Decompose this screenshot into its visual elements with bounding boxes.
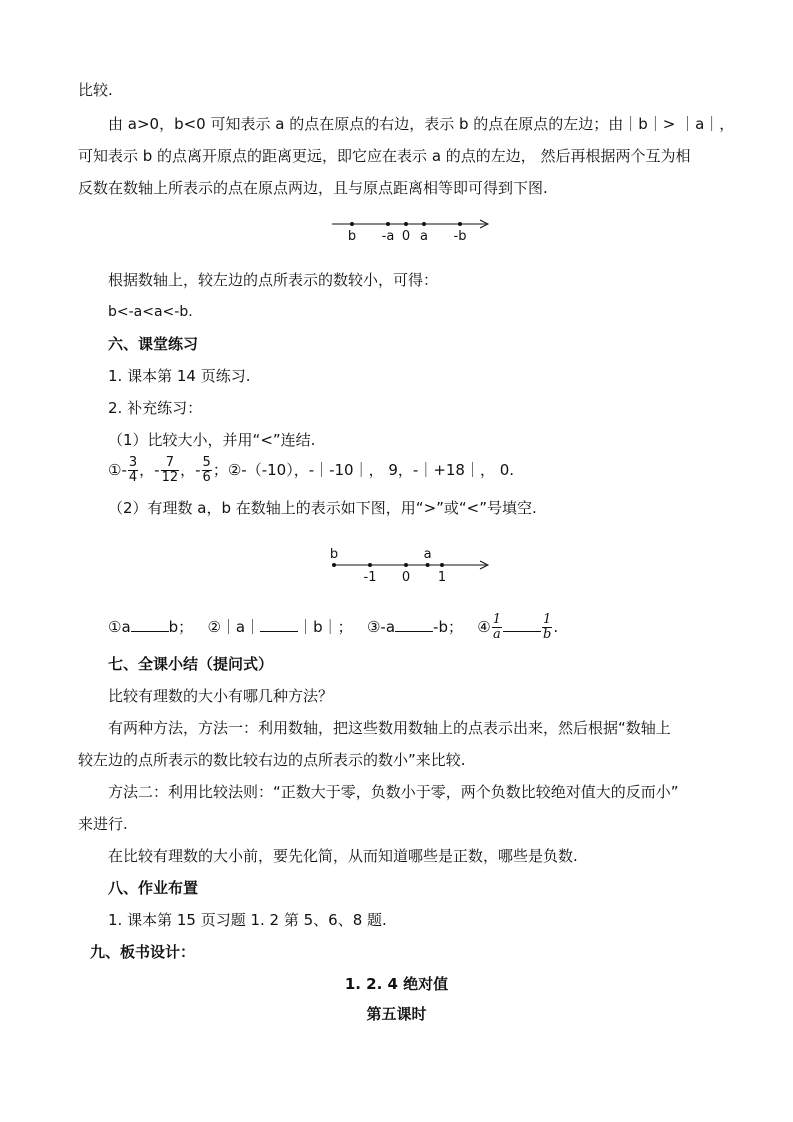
number-line-label: b (329, 547, 339, 562)
number-line-point (426, 563, 430, 567)
section-heading: 九、板书设计： (90, 943, 196, 961)
number-line-point (404, 563, 408, 567)
exercise-line: 1. 课本第 14 页练习. (108, 367, 251, 385)
fraction (202, 456, 212, 485)
question-text: ，- (139, 461, 160, 479)
number-line-label: 1 (437, 570, 447, 584)
number-line-point (404, 222, 408, 226)
paragraph-line: 由 a>0，b<0 可知表示 a 的点在原点的右边，表示 b 的点在原点的左边；由｜b｜> ｜a｜， (108, 115, 735, 133)
question-text: -b； (433, 618, 463, 636)
question-text: ①a (108, 618, 131, 636)
number-line-label: a (423, 547, 432, 562)
inequality-result: b<-a<a<-b. (108, 304, 193, 320)
paragraph-line: 根据数轴上，较左边的点所表示的数较小，可得： (108, 271, 439, 289)
question-text: ③-a (366, 618, 396, 636)
section-heading: 八、作业布置 (108, 879, 199, 897)
paragraph-line: 比较. (78, 81, 113, 99)
paragraph-line: 较左边的点所表示的数比较右边的点所表示的数小”来比较. (78, 751, 466, 769)
answer-blank[interactable] (395, 617, 433, 632)
number-line-point (332, 563, 336, 567)
question-text: ④ (477, 618, 491, 636)
comparison-question (108, 454, 514, 486)
fraction-numerator: 1 (492, 612, 502, 627)
fraction (161, 456, 180, 485)
fraction-numerator: 3 (128, 455, 138, 470)
number-line-label: -b (453, 229, 467, 244)
number-line-label: 0 (401, 229, 411, 244)
paragraph-line: 方法二：利用比较法则：“正数大于零，负数小于零，两个负数比较绝对值大的反而小” (108, 783, 679, 801)
question-text: ①- (108, 461, 127, 479)
number-line-label: b (347, 229, 357, 244)
fraction-numerator: 7 (161, 456, 180, 471)
paragraph-line: 可知表示 b 的点离开原点的距离更远，即它应在表示 a 的点的左边， 然后再根据两个互为相 (78, 147, 691, 165)
exercise-line: （1）比较大小，并用“<”连结. (108, 431, 316, 449)
exercise-line: 2. 补充练习： (108, 399, 203, 417)
number-line-label: -a (381, 229, 395, 244)
question-text: ｜b｜； (298, 618, 353, 636)
question-text: ②｜a｜ (207, 618, 261, 636)
fraction-numerator: 1 (543, 612, 552, 627)
fraction-denominator: b (543, 627, 552, 642)
fraction (128, 456, 138, 485)
number-line-1 (326, 212, 496, 244)
number-line-point (368, 563, 372, 567)
number-line-2 (326, 544, 496, 584)
answer-blank[interactable] (260, 617, 298, 632)
board-title: 1. 2. 4 绝对值 (344, 975, 449, 993)
paragraph-line: 在比较有理数的大小前，要先化简，从而知道哪些是正数，哪些是负数. (108, 847, 578, 865)
number-line-point (458, 222, 462, 226)
paragraph-line: 来进行. (78, 815, 128, 833)
answer-blank[interactable] (131, 617, 169, 632)
number-line-point (386, 222, 390, 226)
number-line-point (350, 222, 354, 226)
fraction-denominator: a (492, 627, 501, 642)
exercise-line: （2）有理数 a，b 在数轴上的表示如下图，用“>”或“<”号填空. (108, 499, 537, 517)
answer-blank[interactable] (503, 617, 541, 632)
paragraph-line: 反数在数轴上所表示的点在原点两边，且与原点距离相等即可得到下图. (78, 179, 548, 197)
number-line-point (422, 222, 426, 226)
fraction (542, 613, 552, 642)
number-line-label: 0 (401, 570, 411, 584)
fill-in-question (108, 610, 558, 644)
number-line-label: a (420, 229, 428, 244)
fraction (492, 613, 502, 642)
question-text: . (553, 618, 559, 636)
section-heading: 七、全课小结（提问式） (108, 655, 274, 673)
question-text: ；②-（-10），-｜-10｜， 9，-｜+18｜， 0. (212, 461, 515, 479)
homework-line: 1. 课本第 15 页习题 1. 2 第 5、6、8 题. (108, 911, 387, 929)
fraction-denominator: 12 (161, 470, 179, 485)
paragraph-line: 有两种方法，方法一：利用数轴，把这些数用数轴上的点表示出来，然后根据“数轴上 (108, 719, 671, 737)
question-text: b； (168, 618, 194, 636)
number-line-point (440, 563, 444, 567)
fraction-denominator: 6 (202, 470, 211, 485)
paragraph-line: 比较有理数的大小有哪几种方法？ (108, 687, 334, 705)
fraction-denominator: 4 (128, 470, 138, 485)
board-subtitle: 第五课时 (366, 1005, 427, 1023)
section-heading: 六、课堂练习 (108, 335, 199, 353)
fraction-numerator: 5 (202, 455, 211, 470)
number-line-label: -1 (363, 570, 377, 584)
question-text: ，- (180, 461, 201, 479)
